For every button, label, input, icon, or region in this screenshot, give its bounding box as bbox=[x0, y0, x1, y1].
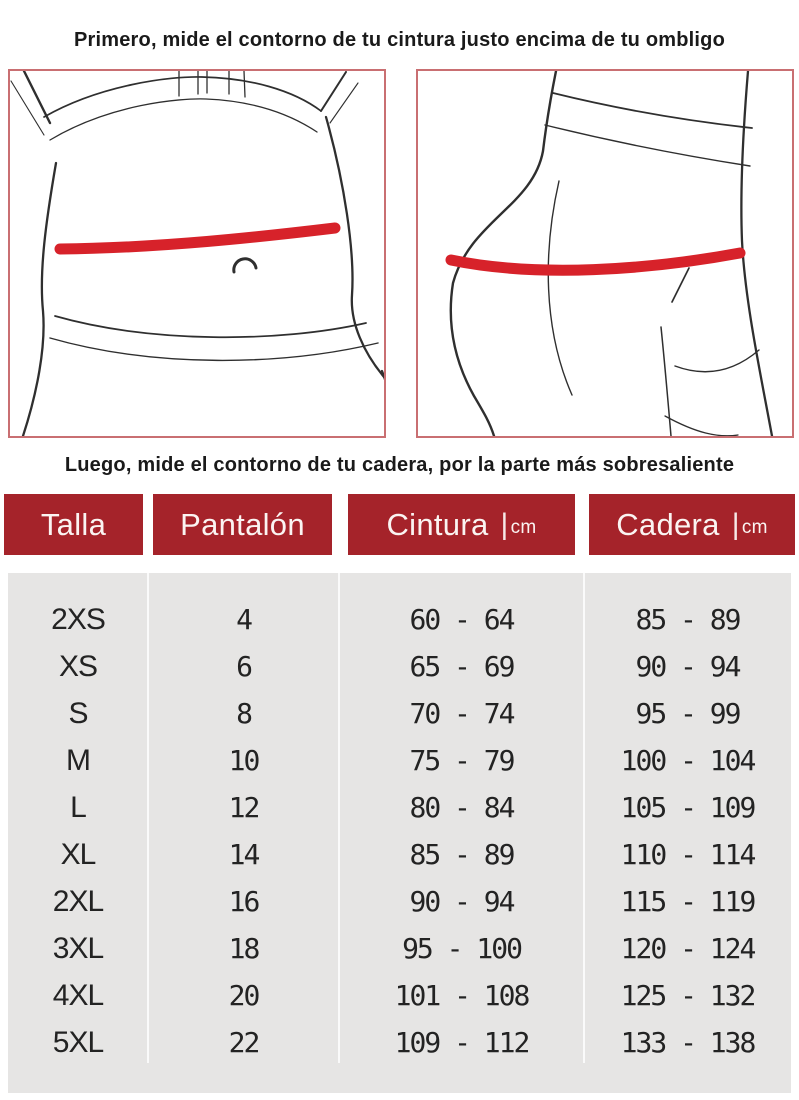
header-talla-label: Talla bbox=[40, 506, 107, 542]
cell-cadera: 115 - 119 bbox=[620, 885, 755, 918]
header-cintura-unit-group bbox=[501, 508, 537, 542]
waist-instruction-text: Primero, mide el contorno de tu cintura justo encima de tu ombligo bbox=[73, 29, 726, 51]
unit-divider-bar: | bbox=[731, 507, 740, 541]
header-pantalon bbox=[153, 494, 332, 555]
back-contour-line bbox=[741, 71, 772, 436]
cell-talla: XS bbox=[58, 649, 98, 683]
table-row bbox=[8, 831, 791, 878]
cell-talla: 4XL bbox=[52, 978, 104, 1012]
buttock-contour-line bbox=[451, 71, 556, 436]
table-row bbox=[8, 972, 791, 1019]
cell-cintura: 85 - 89 bbox=[409, 838, 514, 871]
cell-cadera: 85 - 89 bbox=[635, 603, 740, 636]
size-table-body bbox=[8, 573, 791, 1093]
cell-talla: M bbox=[66, 743, 90, 777]
waistband-bottom-line bbox=[545, 125, 750, 166]
column-divider bbox=[147, 573, 149, 1063]
bra-band-top-line bbox=[44, 77, 321, 117]
navel-mark bbox=[234, 259, 256, 272]
waist-tape-line bbox=[60, 228, 335, 249]
hip-tape-line bbox=[451, 253, 740, 270]
table-row bbox=[8, 878, 791, 925]
bra-closure-tick bbox=[244, 71, 245, 97]
cell-talla: S bbox=[68, 696, 88, 730]
cell-cintura: 70 - 74 bbox=[409, 697, 514, 730]
unit-divider-bar: | bbox=[500, 507, 509, 541]
under-buttock-line bbox=[675, 350, 759, 372]
cell-talla: XL bbox=[60, 837, 96, 871]
cell-pantalon: 22 bbox=[228, 1026, 259, 1059]
hip-dash-line bbox=[672, 268, 689, 302]
cell-pantalon: 8 bbox=[236, 697, 251, 730]
cell-cintura: 95 - 100 bbox=[402, 932, 521, 965]
cell-pantalon: 20 bbox=[228, 979, 259, 1012]
body-contour-right-line bbox=[326, 117, 384, 377]
table-row bbox=[8, 690, 791, 737]
column-divider bbox=[583, 573, 585, 1063]
column-divider bbox=[338, 573, 340, 1063]
cell-pantalon: 4 bbox=[236, 603, 251, 636]
header-pantalon-label: Pantalón bbox=[180, 506, 305, 542]
bra-band-bottom-line bbox=[50, 99, 317, 140]
cell-pantalon: 18 bbox=[228, 932, 259, 965]
measurement-illustrations bbox=[0, 69, 799, 438]
cell-pantalon: 6 bbox=[236, 650, 251, 683]
cell-cintura: 60 - 64 bbox=[409, 603, 514, 636]
table-row bbox=[8, 925, 791, 972]
table-rows bbox=[8, 596, 791, 1066]
size-table-header bbox=[0, 494, 799, 555]
header-cadera-unit-group bbox=[732, 508, 768, 542]
cell-cadera: 90 - 94 bbox=[635, 650, 740, 683]
table-row bbox=[8, 1019, 791, 1066]
cell-pantalon: 14 bbox=[228, 838, 259, 871]
cell-pantalon: 12 bbox=[228, 791, 259, 824]
cell-cadera: 133 - 138 bbox=[620, 1026, 755, 1059]
cell-cadera: 100 - 104 bbox=[620, 744, 755, 777]
table-row bbox=[8, 784, 791, 831]
header-talla bbox=[4, 494, 143, 555]
cell-cadera: 95 - 99 bbox=[635, 697, 740, 730]
hip-instruction-text: Luego, mide el contorno de tu cadera, por la parte más sobresaliente bbox=[64, 454, 735, 476]
cell-pantalon: 16 bbox=[228, 885, 259, 918]
waist-measurement-illustration bbox=[10, 71, 384, 436]
waist-illustration-frame bbox=[8, 69, 386, 438]
cell-cadera: 110 - 114 bbox=[620, 838, 755, 871]
thigh-divide-line bbox=[661, 327, 671, 436]
header-cadera bbox=[589, 494, 795, 555]
table-row bbox=[8, 643, 791, 690]
cell-cintura: 75 - 79 bbox=[409, 744, 514, 777]
cell-talla: 5XL bbox=[52, 1025, 104, 1059]
cell-cadera: 105 - 109 bbox=[620, 791, 755, 824]
hip-measurement-illustration bbox=[418, 71, 792, 436]
cell-cadera: 120 - 124 bbox=[620, 932, 755, 965]
cell-talla: 2XL bbox=[52, 884, 104, 918]
cell-cintura: 90 - 94 bbox=[409, 885, 514, 918]
buttock-crease-line bbox=[548, 181, 572, 395]
pant-waistband-top-line bbox=[55, 316, 366, 337]
cell-talla: 3XL bbox=[52, 931, 104, 965]
body-contour-left-line bbox=[23, 163, 56, 436]
header-cintura-unit: cm bbox=[510, 517, 537, 538]
cell-talla: L bbox=[70, 790, 86, 824]
cell-cintura: 101 - 108 bbox=[394, 979, 529, 1012]
table-row bbox=[8, 596, 791, 643]
header-cintura bbox=[348, 494, 575, 555]
cell-talla: 2XS bbox=[51, 602, 105, 636]
thigh-crease-line bbox=[665, 416, 738, 436]
bra-strap-left-thin-line bbox=[11, 81, 44, 135]
pant-waistband-bottom-line bbox=[50, 338, 378, 360]
table-row bbox=[8, 737, 791, 784]
cell-pantalon: 10 bbox=[228, 744, 259, 777]
cell-cintura: 80 - 84 bbox=[409, 791, 514, 824]
header-cadera-label: Cadera bbox=[616, 506, 720, 542]
cell-cintura: 109 - 112 bbox=[394, 1026, 529, 1059]
body-contour-right-lower-line bbox=[382, 371, 384, 436]
cell-cintura: 65 - 69 bbox=[409, 650, 514, 683]
header-cintura-label: Cintura bbox=[386, 506, 489, 542]
cell-cadera: 125 - 132 bbox=[620, 979, 755, 1012]
header-cadera-unit: cm bbox=[741, 517, 768, 538]
waistband-top-line bbox=[553, 93, 752, 128]
hip-illustration-frame bbox=[416, 69, 794, 438]
